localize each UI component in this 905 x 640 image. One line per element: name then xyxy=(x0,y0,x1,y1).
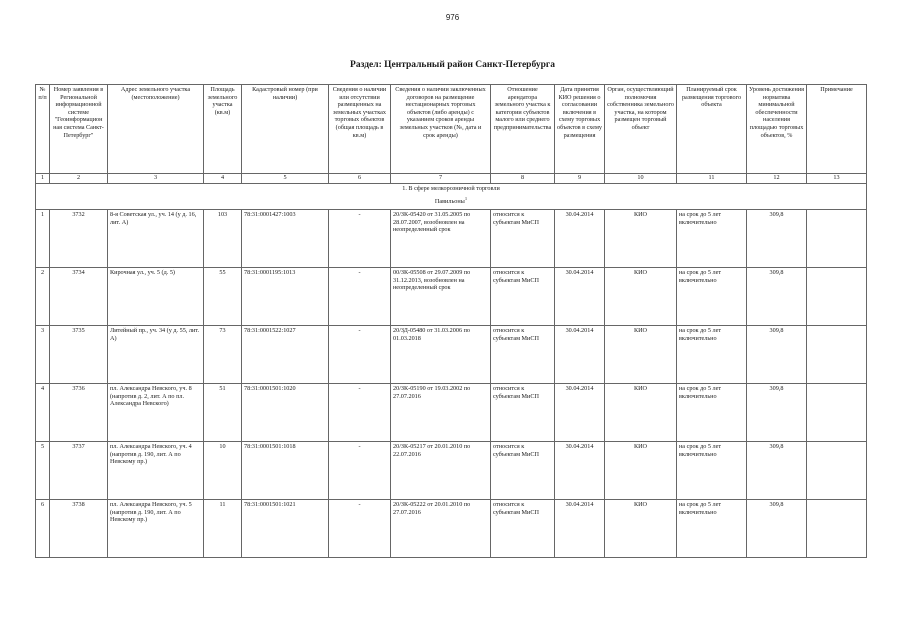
cell-address: пл. Александра Невского, уч. 4 (напротив д. 190, лит. А по Невскому пр.) xyxy=(108,442,204,500)
column-header: Примечание xyxy=(807,85,867,174)
cell-cadastral: 78:31:0001427:1003 xyxy=(242,210,329,268)
cell-contract: 20/ЗК-05217 от 20.01.2010 по 22.07.2016 xyxy=(391,442,491,500)
cell-sme: относится к субъектам МиСП xyxy=(491,210,555,268)
cell-level: 309,8 xyxy=(747,326,807,384)
cell-term: на срок до 5 лет включительно xyxy=(677,442,747,500)
cell-authority: КИО xyxy=(605,384,677,442)
subcategory-footnote-mark: 1 xyxy=(464,197,468,201)
cell-existing: - xyxy=(329,210,391,268)
cell-term: на срок до 5 лет включительно xyxy=(677,326,747,384)
cell-area: 51 xyxy=(204,384,242,442)
column-header: Дата принятия КИО решения о согласовании включения в схему торговых объектов в схему размещения xyxy=(555,85,605,174)
column-number: 11 xyxy=(677,174,747,184)
cell-level: 309,8 xyxy=(747,442,807,500)
cell-app: 3734 xyxy=(50,268,108,326)
header-row xyxy=(36,85,867,174)
page-number: 976 xyxy=(445,13,460,22)
cell-app: 3732 xyxy=(50,210,108,268)
cell-cadastral: 78:31:0001195:1013 xyxy=(242,268,329,326)
cell-level: 309,8 xyxy=(747,384,807,442)
column-header: Площадь земельного участка (кв.м) xyxy=(204,85,242,174)
column-number: 9 xyxy=(555,174,605,184)
cell-contract: 20/ЗК-05222 от 20.01.2010 по 27.07.2016 xyxy=(391,500,491,558)
cell-area: 11 xyxy=(204,500,242,558)
cell-cadastral: 78:31:0001501:1021 xyxy=(242,500,329,558)
column-number: 6 xyxy=(329,174,391,184)
cell-num: 3 xyxy=(36,326,50,384)
cell-sme: относится к субъектам МиСП xyxy=(491,268,555,326)
column-header: Планируемый срок размещения торгового объекта xyxy=(677,85,747,174)
cell-note xyxy=(807,500,867,558)
cell-area: 103 xyxy=(204,210,242,268)
column-number: 13 xyxy=(807,174,867,184)
cell-authority: КИО xyxy=(605,326,677,384)
cell-contract: 20/ЗД-05480 от 31.03.2006 по 01.03.2018 xyxy=(391,326,491,384)
column-number: 5 xyxy=(242,174,329,184)
cell-address: 8-я Советская ул., уч. 14 (у д. 16, лит. А) xyxy=(108,210,204,268)
cell-note xyxy=(807,384,867,442)
column-number: 1 xyxy=(36,174,50,184)
cell-area: 10 xyxy=(204,442,242,500)
column-number: 2 xyxy=(50,174,108,184)
cell-address: Кирочная ул., уч. 5 (д. 5) xyxy=(108,268,204,326)
column-header: Отношение арендатора земельного участка к категории субъектов малого или среднего предпринимательства xyxy=(491,85,555,174)
table-row xyxy=(36,384,867,442)
table-row xyxy=(36,442,867,500)
cell-cadastral: 78:31:0001501:1018 xyxy=(242,442,329,500)
column-header: Номер заявления в Региональной информационной системе "Геоинформацион ная система Санкт-Петербург" xyxy=(50,85,108,174)
table-row xyxy=(36,326,867,384)
cell-authority: КИО xyxy=(605,268,677,326)
cell-existing: - xyxy=(329,326,391,384)
column-number: 10 xyxy=(605,174,677,184)
cell-contract: 00/ЗК-05508 от 29.07.2009 по 31.12.2013, возобновлен на неопределенный срок xyxy=(391,268,491,326)
cell-note xyxy=(807,442,867,500)
subcategory-label: Павильоны xyxy=(434,198,465,205)
category-label: 1. В сфере мелкорозничной торговли xyxy=(36,184,867,198)
column-number-row xyxy=(36,174,867,184)
column-header: Адрес земельного участка (местоположение) xyxy=(108,85,204,174)
cell-contract: 20/ЗК-05190 от 19.03.2002 по 27.07.2016 xyxy=(391,384,491,442)
column-number: 8 xyxy=(491,174,555,184)
cell-num: 5 xyxy=(36,442,50,500)
cell-sme: относится к субъектам МиСП xyxy=(491,442,555,500)
cell-date: 30.04.2014 xyxy=(555,500,605,558)
column-number: 3 xyxy=(108,174,204,184)
cell-sme: относится к субъектам МиСП xyxy=(491,500,555,558)
cell-existing: - xyxy=(329,500,391,558)
column-header: Сведения о наличии или отсутствии размещенных на земельных участках торговых объектов (общая площадь в кв.м) xyxy=(329,85,391,174)
cell-address: пл. Александра Невского, уч. 8 (напротив д. 2, лит. А по пл. Александра Невского) xyxy=(108,384,204,442)
category-row xyxy=(36,184,867,198)
cell-term: на срок до 5 лет включительно xyxy=(677,268,747,326)
cell-app: 3738 xyxy=(50,500,108,558)
cell-app: 3736 xyxy=(50,384,108,442)
cell-level: 309,8 xyxy=(747,500,807,558)
column-number: 4 xyxy=(204,174,242,184)
cell-note xyxy=(807,268,867,326)
cell-address: Литейный пр., уч. 34 (у д. 55, лит. А) xyxy=(108,326,204,384)
column-header: Уровень достижения норматива минимальной обеспеченности населения площадью торговых объектов, % xyxy=(747,85,807,174)
table-row xyxy=(36,268,867,326)
column-header: Кадастровый номер (при наличии) xyxy=(242,85,329,174)
cell-address: пл. Александра Невского, уч. 5 (напротив д. 190, лит. А по Невскому пр.) xyxy=(108,500,204,558)
cell-date: 30.04.2014 xyxy=(555,384,605,442)
cell-authority: КИО xyxy=(605,500,677,558)
cell-app: 3737 xyxy=(50,442,108,500)
register-table xyxy=(35,84,867,558)
cell-date: 30.04.2014 xyxy=(555,268,605,326)
cell-existing: - xyxy=(329,442,391,500)
cell-cadastral: 78:31:0001522:1027 xyxy=(242,326,329,384)
subcategory-cell xyxy=(36,197,867,210)
cell-num: 1 xyxy=(36,210,50,268)
cell-date: 30.04.2014 xyxy=(555,326,605,384)
column-number: 12 xyxy=(747,174,807,184)
cell-date: 30.04.2014 xyxy=(555,210,605,268)
cell-date: 30.04.2014 xyxy=(555,442,605,500)
cell-authority: КИО xyxy=(605,210,677,268)
subcategory-row xyxy=(36,197,867,210)
cell-num: 4 xyxy=(36,384,50,442)
cell-num: 2 xyxy=(36,268,50,326)
cell-level: 309,8 xyxy=(747,268,807,326)
table-row xyxy=(36,500,867,558)
cell-num: 6 xyxy=(36,500,50,558)
cell-note xyxy=(807,326,867,384)
section-title: Раздел: Центральный район Санкт-Петербурга xyxy=(350,60,555,70)
cell-note xyxy=(807,210,867,268)
table-row xyxy=(36,210,867,268)
cell-area: 55 xyxy=(204,268,242,326)
cell-authority: КИО xyxy=(605,442,677,500)
cell-term: на срок до 5 лет включительно xyxy=(677,210,747,268)
column-number: 7 xyxy=(391,174,491,184)
cell-term: на срок до 5 лет включительно xyxy=(677,500,747,558)
column-header: Орган, осуществляющий полномочия собственника земельного участка, на котором размещен торговый объект xyxy=(605,85,677,174)
cell-term: на срок до 5 лет включительно xyxy=(677,384,747,442)
cell-area: 73 xyxy=(204,326,242,384)
cell-level: 309,8 xyxy=(747,210,807,268)
cell-existing: - xyxy=(329,268,391,326)
column-header: № п/п xyxy=(36,85,50,174)
cell-contract: 20/ЗК-05420 от 31.05.2005 по 28.07.2007, возобновлен на неопределенный срок xyxy=(391,210,491,268)
cell-cadastral: 78:31:0001501:1020 xyxy=(242,384,329,442)
cell-existing: - xyxy=(329,384,391,442)
column-header: Сведения о наличии заключенных договоров на размещение нестационарных торговых объектов (либо аренды) с указанием сроков аренды земельных участков (№, дата и срок аренды) xyxy=(391,85,491,174)
cell-sme: относится к субъектам МиСП xyxy=(491,384,555,442)
cell-sme: относится к субъектам МиСП xyxy=(491,326,555,384)
cell-app: 3735 xyxy=(50,326,108,384)
